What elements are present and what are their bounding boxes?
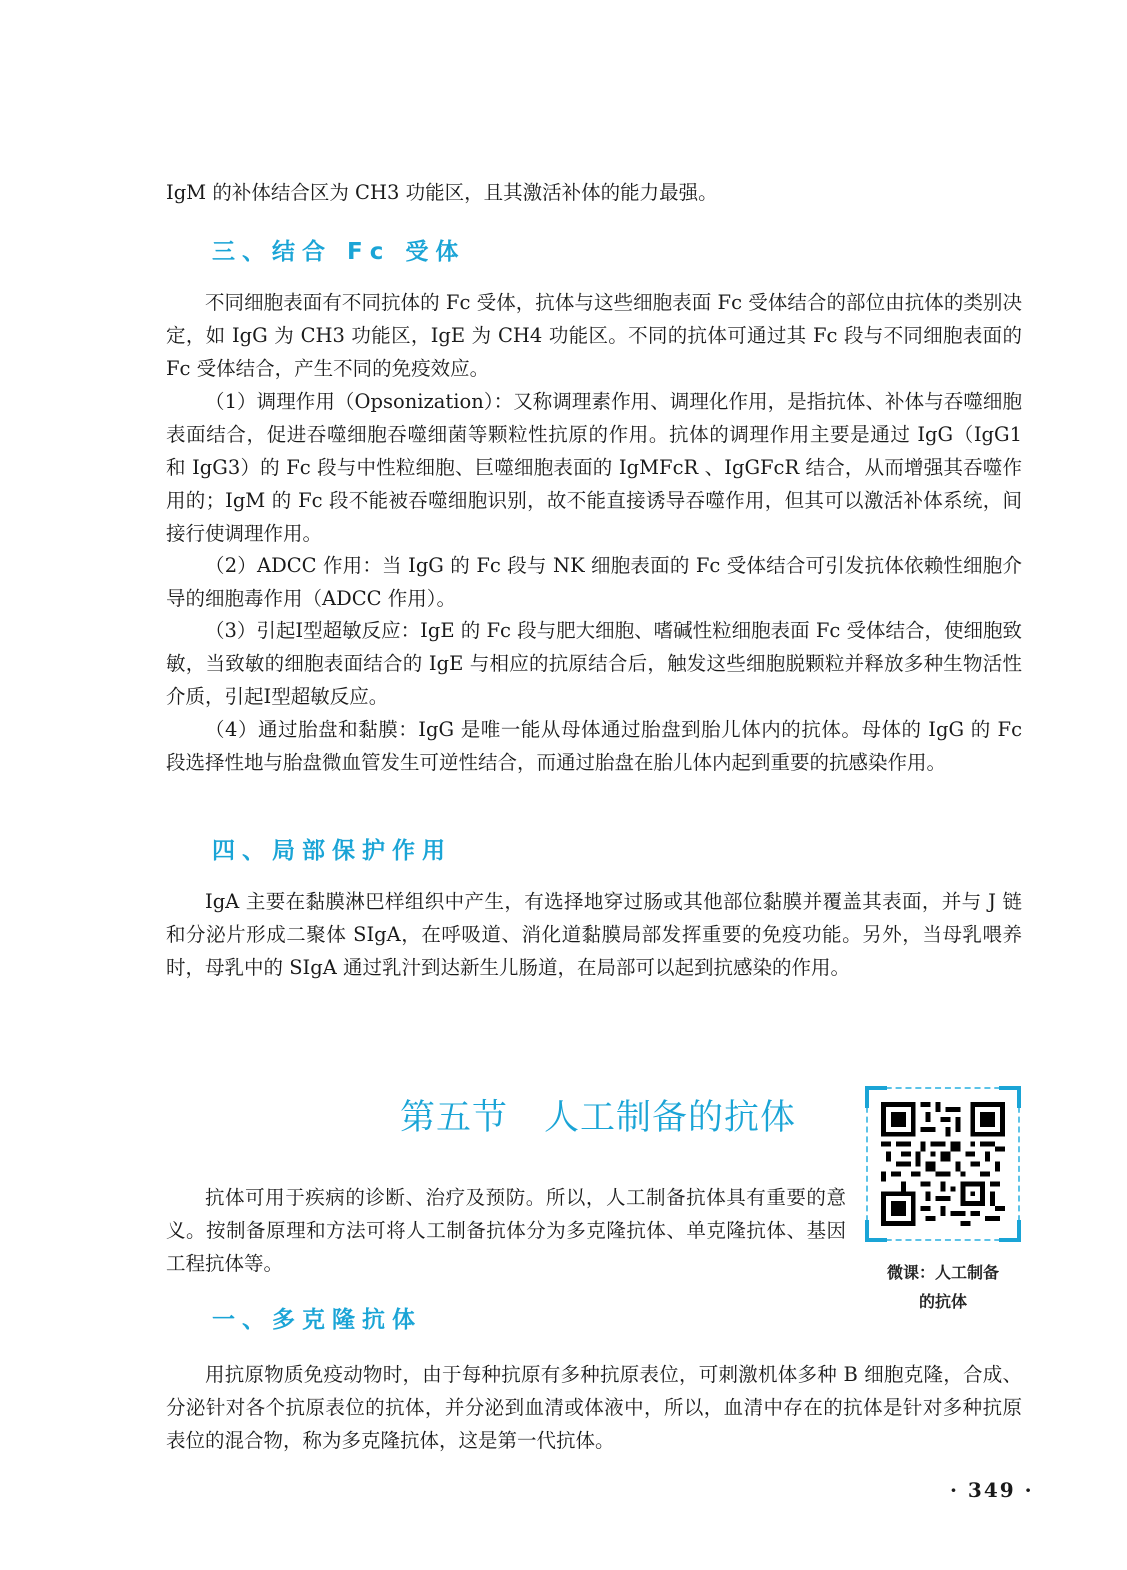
paragraph-placenta: （4）通过胎盘和黏膜：IgG 是唯一能从母体通过胎盘到胎儿体内的抗体。母体的 IgG 的 Fc 段选择性地与胎盘微血管发生可逆性结合，而通过胎盘在胎儿体内起到重要的抗感染作用。 xyxy=(166,718,1022,774)
paragraph-iga: IgA 主要在黏膜淋巴样组织中产生，有选择地穿过肠或其他部位黏膜并覆盖其表面，并与 J 链和分泌片形成二聚体 SIgA，在呼吸道、消化道黏膜局部发挥重要的免疫功能。另外，当母乳喂养时，母乳中的 SIgA 通过乳汁到达新生儿肠道，在局部可以起到抗感染的作用。 xyxy=(166,890,1022,979)
qr-caption-line-2: 的抗体 xyxy=(918,1292,967,1311)
paragraph-polyclonal: 用抗原物质免疫动物时，由于每种抗原有多种抗原表位，可刺激机体多种 B 细胞克隆，合成、分泌针对各个抗原表位的抗体，并分泌到血清或体液中，所以，血清中存在的抗体是针对多种抗原表位的混合物，称为多克隆抗体，这是第一代抗体。 xyxy=(166,1363,1022,1452)
paragraph-hypersensitivity: （3）引起Ⅰ型超敏反应：IgE 的 Fc 段与肥大细胞、嗜碱性粒细胞表面 Fc 受体结合，使细胞致敏，当致敏的细胞表面结合的 IgE 与相应的抗原结合后，触发这些细胞脱颗粒并释放多种生物活性介质，引起Ⅰ型超敏反应。 xyxy=(166,619,1022,708)
paragraph-igm-complement: IgM 的补体结合区为 CH3 功能区，且其激活补体的能力最强。 xyxy=(166,181,718,204)
heading-section-3: 三、结合 Fc 受体 xyxy=(212,239,466,265)
page-number: · 349 · xyxy=(950,1478,1034,1502)
paragraph-adcc: （2）ADCC 作用：当 IgG 的 Fc 段与 NK 细胞表面的 Fc 受体结合可引发抗体依赖性细胞介导的细胞毒作用（ADCC 作用）。 xyxy=(166,554,1022,610)
section-5-title: 第五节 人工制备的抗体 xyxy=(400,1098,797,1138)
qr-code-frame[interactable] xyxy=(866,1087,1020,1241)
qr-caption-line-1: 微课：人工制备 xyxy=(886,1263,999,1282)
qr-code-icon[interactable] xyxy=(881,1102,1005,1226)
paragraph-fc-receptor: 不同细胞表面有不同抗体的 Fc 受体，抗体与这些细胞表面 Fc 受体结合的部位由抗体的类别决定，如 IgG 为 CH3 功能区，IgE 为 CH4 功能区。不同的抗体可通过其 Fc 段与不同细胞表面的 Fc 受体结合，产生不同的免疫效应。 xyxy=(166,291,1022,380)
heading-polyclonal: 一、多克隆抗体 xyxy=(212,1307,422,1333)
heading-section-4: 四、局部保护作用 xyxy=(212,838,452,864)
paragraph-artificial-antibody: 抗体可用于疾病的诊断、治疗及预防。所以，人工制备抗体具有重要的意义。按制备原理和方法可将人工制备抗体分为多克隆抗体、单克隆抗体、基因工程抗体等。 xyxy=(166,1186,846,1275)
qr-caption xyxy=(866,1258,1020,1316)
paragraph-opsonization: （1）调理作用（Opsonization）：又称调理素作用、调理化作用，是指抗体、补体与吞噬细胞表面结合，促进吞噬细胞吞噬细菌等颗粒性抗原的作用。抗体的调理作用主要是通过 IgG（IgG1 和 IgG3）的 Fc 段与中性粒细胞、巨噬细胞表面的 IgMFcR 、IgGFcR 结合，从而增强其吞噬作用的；IgM 的 Fc 段不能被吞噬细胞识别，故不能直接诱导吞噬作用，但其可以激活补体系统，间接行使调理作用。 xyxy=(166,390,1022,545)
